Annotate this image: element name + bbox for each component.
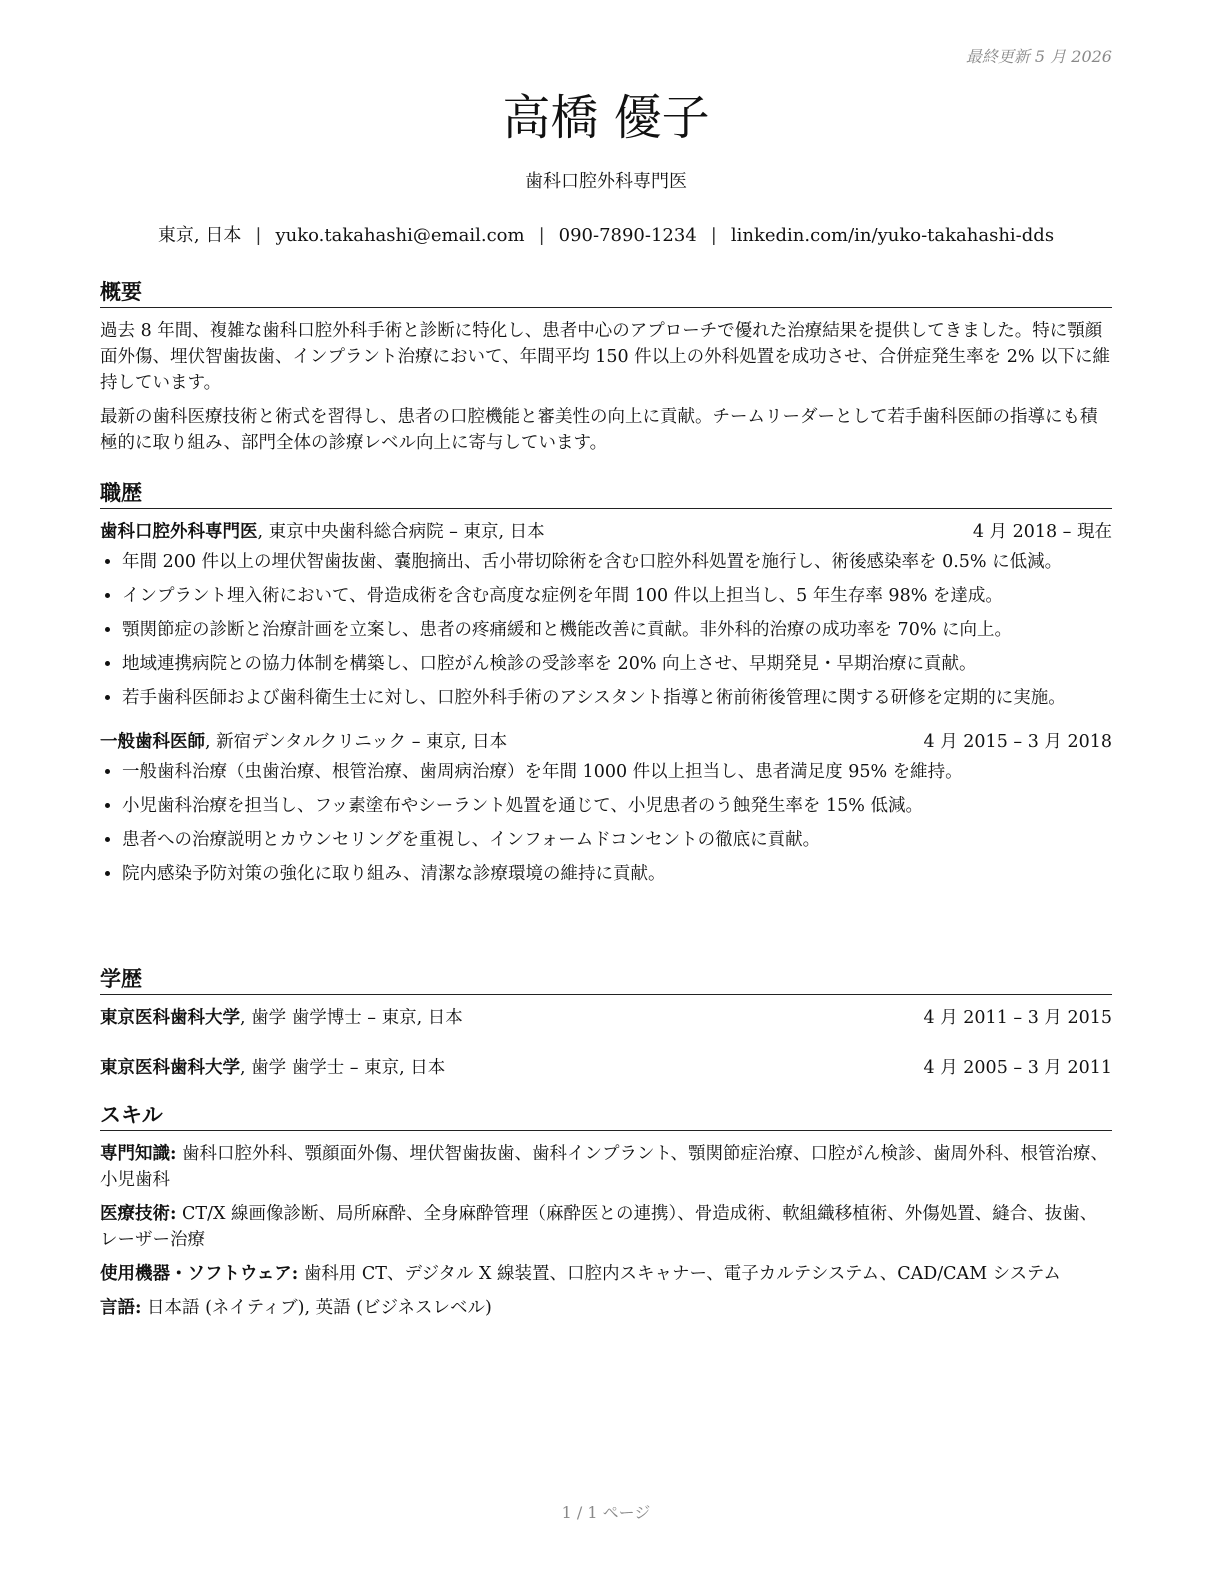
list-item: • 患者への治療説明とカウンセリングを重視し、インフォームドコンセントの徹底に貢献。 [122,827,1112,853]
job-entry [100,519,1112,711]
contact-location: 東京, 日本 [157,225,242,246]
education-school [100,1005,463,1031]
last-updated: 最終更新 5 月 2026 [965,47,1112,66]
degree-detail: , 歯学 歯学士 – 東京, 日本 [240,1058,446,1078]
education-entry [100,1055,1112,1081]
skill-value: 日本語 (ネイティブ), 英語 (ビジネスレベル) [141,1298,492,1318]
list-item: • インプラント埋入術において、骨造成術を含む高度な症例を年間 100 件以上担当し、5 年生存率 98% を達成。 [122,583,1112,609]
job-header [100,729,1112,755]
list-item: • 顎関節症の診断と治療計画を立案し、患者の疼痛緩和と機能改善に貢献。非外科的治療の成功率を 70% に向上。 [122,617,1112,643]
candidate-name: 高橋 優子 [502,90,710,146]
list-item: • 院内感染予防対策の強化に取り組み、清潔な診療環境の維持に貢献。 [122,861,1112,887]
list-item: • 小児歯科治療を担当し、フッ素塗布やシーラント処置を通じて、小児患者のう蝕発生率を 15% 低減。 [122,793,1112,819]
list-item: • 地域連携病院との協力体制を構築し、口腔がん検診の受診率を 20% 向上させ、早期発見・早期治療に貢献。 [122,651,1112,677]
school-name: 東京医科歯科大学 [100,1058,240,1078]
job-entry [100,729,1112,887]
job-bullets [100,549,1112,711]
skills-section [100,1101,1112,1329]
list-item: • 若手歯科医師および歯科衛生士に対し、口腔外科手術のアシスタント指導と術前術後管理に関する研修を定期的に実施。 [122,685,1112,711]
skill-value: CT/X 線画像診断、局所麻酔、全身麻酔管理（麻酔医との連携）、骨造成術、軟組織移植術、外傷処置、縫合、抜歯、レーザー治療 [100,1204,1098,1250]
skill-label: 専門知識: [100,1144,177,1164]
list-item: • 年間 200 件以上の埋伏智歯抜歯、嚢胞摘出、舌小帯切除術を含む口腔外科処置を施行し、術後感染率を 0.5% に低減。 [122,549,1112,575]
job-dates: 4 月 2015 – 3 月 2018 [923,732,1112,752]
contact-linkedin[interactable]: linkedin.com/in/yuko-takahashi-dds [730,225,1055,246]
experience-heading: 職歴 [100,479,1112,509]
degree-detail: , 歯学 歯学博士 – 東京, 日本 [240,1008,463,1028]
contact-line [100,224,1112,248]
skill-label: 使用機器・ソフトウェア: [100,1264,299,1284]
resume-page [100,0,1112,1584]
summary-section [100,278,1112,464]
skill-row [100,1295,1112,1321]
job-header [100,519,1112,545]
job-org [100,519,545,545]
separator: | [710,225,717,246]
job-employer: , 新宿デンタルクリニック – 東京, 日本 [205,732,508,752]
contact-email[interactable]: yuko.takahashi@email.com [275,225,525,246]
skill-label: 言語: [100,1298,142,1318]
skills-heading: スキル [100,1101,1112,1131]
education-heading: 学歴 [100,965,1112,995]
skill-row [100,1261,1112,1287]
list-item: • 一般歯科治療（虫歯治療、根管治療、歯周病治療）を年間 1000 件以上担当し、患者満足度 95% を維持。 [122,759,1112,785]
experience-section [100,479,1112,895]
job-role: 歯科口腔外科専門医 [100,522,258,542]
skill-label: 医療技術: [100,1204,177,1224]
job-org [100,729,507,755]
job-bullets [100,759,1112,887]
page-indicator: 1 / 1 ページ [561,1503,651,1522]
education-school [100,1055,445,1081]
separator: | [255,225,262,246]
skill-row [100,1141,1112,1193]
contact-phone[interactable]: 090-7890-1234 [558,225,697,246]
separator: | [538,225,545,246]
summary-paragraph: 最新の歯科医療技術と術式を習得し、患者の口腔機能と審美性の向上に貢献。チームリーダーとして若手歯科医師の指導にも積極的に取り組み、部門全体の診療レベル向上に寄与しています。 [100,407,1098,453]
candidate-title: 歯科口腔外科専門医 [525,171,687,192]
education-dates: 4 月 2005 – 3 月 2011 [923,1058,1112,1078]
summary-heading: 概要 [100,278,1112,308]
education-dates: 4 月 2011 – 3 月 2015 [923,1008,1112,1028]
skill-value: 歯科口腔外科、顎顔面外傷、埋伏智歯抜歯、歯科インプラント、顎関節症治療、口腔がん検診、歯周外科、根管治療、小児歯科 [100,1144,1108,1190]
job-role: 一般歯科医師 [100,732,205,752]
school-name: 東京医科歯科大学 [100,1008,240,1028]
summary-paragraph: 過去 8 年間、複雑な歯科口腔外科手術と診断に特化し、患者中心のアプローチで優れた治療結果を提供してきました。特に顎顔面外傷、埋伏智歯抜歯、インプラント治療において、年間平均 150 件以上の外科処置を成功させ、合併症発生率を 2% 以下に維持しています。 [100,321,1111,393]
job-employer: , 東京中央歯科総合病院 – 東京, 日本 [257,522,545,542]
education-section [100,965,1112,1081]
skill-value: 歯科用 CT、デジタル X 線装置、口腔内スキャナー、電子カルテシステム、CAD/CAM システム [298,1264,1061,1284]
job-dates: 4 月 2018 – 現在 [972,522,1112,542]
skill-row [100,1201,1112,1253]
education-entry [100,1005,1112,1031]
